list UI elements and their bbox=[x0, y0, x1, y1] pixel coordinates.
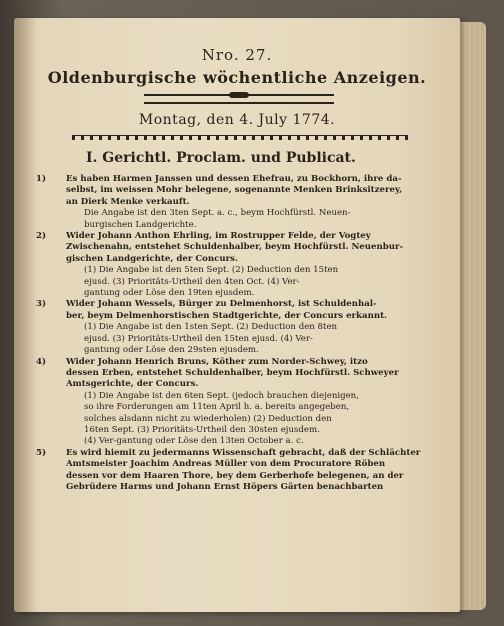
entry-line: Wider Johann Henrich Bruns, Köther zum Norder-Schwey, itzo bbox=[66, 356, 368, 367]
entry-detail-line: (1) Die Angabe ist den 5ten Sept. (2) Deduction den 15ten bbox=[84, 265, 339, 276]
entry-number: 3) bbox=[36, 299, 47, 310]
entry-line: Zwischenahn, entstehet Schuldenhalber, beym Hochfürstl. Neuenbur- bbox=[66, 242, 404, 253]
entry-line: Es haben Harmen Janssen und dessen Ehefrau, zu Bockhorn, ihre da- bbox=[66, 174, 402, 184]
entry-line: gischen Landgerichte, der Concurs. bbox=[66, 253, 238, 264]
entry-number: 5) bbox=[36, 447, 47, 458]
entry-text bbox=[66, 299, 446, 322]
entry-5 bbox=[32, 448, 446, 494]
issue-number: Nro. 27. bbox=[201, 46, 273, 64]
entry-line: dessen Erben, entstehet Schuldenhalber, beym Hochfürstl. Schweyer bbox=[66, 367, 399, 378]
newspaper-title: Oldenburgische wöchentliche Anzeigen. bbox=[47, 68, 427, 87]
entry-detail-line: Die Angabe ist den 3ten Sept. a. c., beym Hochfürstl. Neuen- bbox=[84, 208, 351, 219]
entry-detail-line: (4) Ver-gantung oder Löse den 13ten October a. c. bbox=[84, 436, 304, 447]
entry-detail-line: burgischen Landgerichte. bbox=[84, 219, 197, 230]
entry-detail bbox=[66, 208, 446, 231]
entry-4 bbox=[32, 357, 446, 448]
entry-line: an Dierk Menke verkauft. bbox=[66, 196, 190, 207]
entry-number: 1) bbox=[36, 174, 47, 184]
entry-detail-line: gantung oder Löse den 19ten ejusdem. bbox=[84, 288, 255, 299]
section-heading: I. Gerichtl. Proclam. und Publicat. bbox=[86, 150, 356, 166]
document-page bbox=[14, 18, 460, 612]
entry-text bbox=[66, 231, 446, 265]
entry-detail-line: gantung oder Löse den 29sten ejusdem. bbox=[84, 345, 259, 356]
entry-detail bbox=[66, 322, 446, 356]
title-ornament bbox=[144, 94, 334, 104]
entry-number: 2) bbox=[36, 231, 47, 242]
entry-line: ber, beym Delmenhorstischen Stadtgerichte, der Concurs erkannt. bbox=[66, 310, 388, 321]
entry-2 bbox=[32, 231, 446, 299]
entries-list bbox=[32, 174, 446, 493]
entry-line: Amtsgerichte, der Concurs. bbox=[66, 379, 199, 390]
entry-1 bbox=[32, 174, 446, 231]
entry-text bbox=[66, 448, 446, 494]
entry-detail-line: so ihre Forderungen am 11ten April h. a. bereits angegeben, bbox=[84, 402, 350, 413]
entry-line: selbst, im weissen Mohr belegene, sogenannte Menken Brinksitzerey, bbox=[66, 185, 403, 196]
ornamental-divider bbox=[72, 135, 408, 140]
entry-detail-line: (1) Die Angabe ist den 1sten Sept. (2) Deduction den 8ten bbox=[84, 322, 338, 333]
entry-text bbox=[66, 174, 446, 208]
entry-detail bbox=[66, 265, 446, 299]
entry-line: dessen vor dem Haaren Thore, bey dem Gerberhofe belegenen, an der bbox=[66, 470, 404, 481]
entry-detail-line: ejusd. (3) Prioritäts-Urtheil den 15ten ejusd. (4) Ver- bbox=[84, 333, 313, 344]
entry-text bbox=[66, 357, 446, 391]
entry-line: Gebrüdere Harms und Johann Ernst Höpers Gärten benachbarten bbox=[66, 481, 384, 492]
entry-line: Es wird hiemit zu jedermanns Wissenschaft gebracht, daß der Schlächter bbox=[66, 447, 421, 458]
entry-line: Wider Johann Wessels, Bürger zu Delmenhorst, ist Schuldenhal- bbox=[66, 299, 377, 310]
entry-detail-line: ejusd. (3) Prioritäts-Urtheil den 4ten Oct. (4) Ver- bbox=[84, 276, 300, 287]
entry-line: Amtsmeister Joachim Andreas Müller von dem Procuratore Röben bbox=[66, 459, 386, 470]
entry-number: 4) bbox=[36, 356, 47, 367]
entry-detail-line: 16ten Sept. (3) Prioritäts-Urtheil den 30sten ejusdem. bbox=[84, 424, 320, 435]
entry-detail-line: solches alsdann nicht zu wiederholen) (2) Deduction den bbox=[84, 413, 332, 424]
entry-3 bbox=[32, 299, 446, 356]
entry-detail-line: (1) Die Angabe ist den 6ten Sept. (jedoch brauchen diejenigen, bbox=[84, 390, 359, 401]
entry-line: Wider Johann Anthon Ehrling, im Rostrupper Felde, der Vogtey bbox=[66, 231, 371, 242]
entry-detail bbox=[66, 391, 446, 448]
issue-date: Montag, den 4. July 1774. bbox=[138, 112, 336, 128]
